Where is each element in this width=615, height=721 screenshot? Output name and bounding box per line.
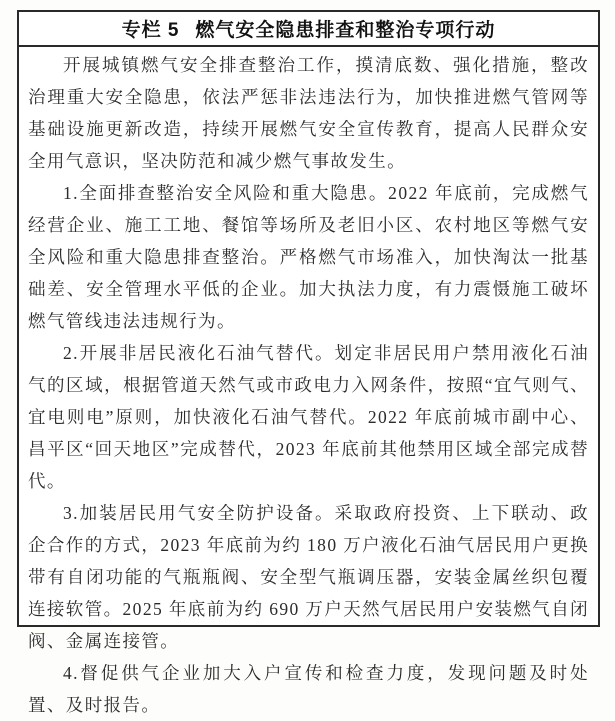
info-box-title-text: 燃气安全隐患排查和整治专项行动 [195, 20, 496, 41]
paragraph-intro: 开展城镇燃气安全排查整治工作，摸清底数、强化措施，整改治理重大安全隐患，依法严惩非法违法行为，加快推进燃气管网等基础设施更新改造，持续开展燃气安全宣传教育，提高人民群众安全用气意识，坚决防范和减少燃气事故发生。 [28, 55, 589, 171]
paragraph-item-2: 2.开展非居民液化石油气替代。划定非居民用户禁用液化石油气的区域，根据管道天然气或市政电力入网条件，按照“宜气则气、宜电则电”原则，加快液化石油气替代。2022 年底前城市副中心、昌平区“回天地区”完成替代，2023 年底前其他禁用区域全部完成替代。 [28, 343, 589, 491]
info-box [17, 10, 600, 715]
info-box-body [19, 47, 598, 721]
paragraph-item-1: 1.全面排查整治安全风险和重大隐患。2022 年底前，完成燃气经营企业、施工工地、餐馆等场所及老旧小区、农村地区等燃气安全风险和重大隐患排查整治。严格燃气市场准入，加快淘汰一批基础差、安全管理水平低的企业。加大执法力度，有力震慑施工破坏燃气管线违法违规行为。 [28, 183, 589, 331]
paragraph-item-4: 4.督促供气企业加大入户宣传和检查力度，发现问题及时处置、及时报告。 [28, 663, 589, 715]
info-box-title-bar [19, 12, 598, 47]
paragraph-item-3: 3.加装居民用气安全防护设备。采取政府投资、上下联动、政企合作的方式，2023 年底前为约 180 万户液化石油气居民用户更换带有自闭功能的气瓶瓶阀、安全型气瓶调压器，安装金属丝织包覆连接软管。2025 年底前为约 690 万户天然气居民用户安装燃气自闭阀、金属连接管。 [28, 503, 589, 651]
info-box-label: 专栏 5 [121, 20, 180, 41]
